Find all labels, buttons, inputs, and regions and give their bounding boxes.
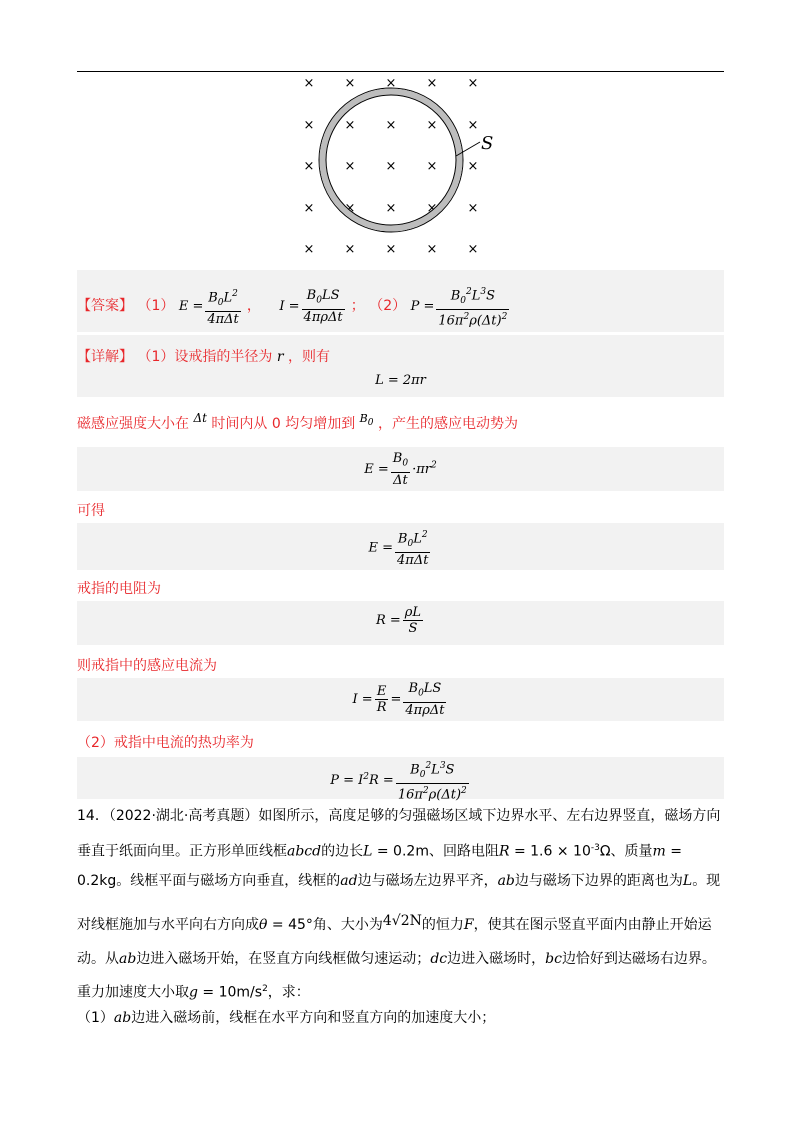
problem-line-1: 14．（2022·湖北·高考真题）如图所示，高度足够的匀强磁场区域下边界水平、左右边界竖直，磁场方向 xyxy=(77,808,721,824)
answer-part1: （1） xyxy=(137,298,175,315)
answer-sep2: ； xyxy=(350,298,365,315)
detail-intro-end: ，则有 xyxy=(287,349,330,365)
answer-eq-I: I = $\frac{B_0LS}{\text{4πρΔt}}$ xyxy=(279,288,343,325)
problem-line-7: （1）ab边进入磁场前，线框在水平方向和竖直方向的加速度大小； xyxy=(77,1010,496,1026)
field-cross: × xyxy=(344,76,356,91)
eq-I: I = $\frac{E}{R}$ = $\frac{B_0LS}{\text{4πρΔt}}$ xyxy=(352,681,445,718)
current-line: 则戒指中的感应电流为 xyxy=(77,658,217,674)
label-s: S xyxy=(481,133,494,154)
field-cross: × xyxy=(303,76,315,91)
problem-line-5: 动。从ab边进入磁场开始，在竖直方向线框做匀速运动；dc边进入磁场时，bc边恰好到达磁场右边界。 xyxy=(77,951,716,967)
field-cross: × xyxy=(303,242,315,257)
field-cross: × xyxy=(385,118,397,133)
field-cross: × xyxy=(344,201,356,216)
b-zero: B0 xyxy=(359,412,374,429)
field-cross: × xyxy=(385,242,397,257)
field-cross: × xyxy=(385,76,397,91)
detail-intro: （1）设戒指的半径为 xyxy=(137,349,273,365)
detail-tag: 【详解】 xyxy=(77,349,133,365)
field-cross: × xyxy=(344,159,356,174)
field-cross: × xyxy=(467,159,479,174)
field-cross: × xyxy=(385,201,397,216)
delta-t: Δt xyxy=(193,411,207,425)
problem-line-6: 重力加速度大小取$g = 10m/s^2$，求： xyxy=(77,984,310,1001)
resist-line: 戒指的电阻为 xyxy=(77,581,161,597)
answer-eq-E: E = $\frac{B_0L^2}{\text{4πΔt}}$ xyxy=(178,288,239,327)
answer-sep1: ， xyxy=(246,298,261,315)
line2-a: 磁感应强度大小在 xyxy=(77,416,189,432)
field-cross: × xyxy=(344,118,356,133)
ring-figure xyxy=(290,72,510,262)
line2-b: 时间内从 0 均匀增加到 xyxy=(211,416,356,432)
eq-L: L = 2πr xyxy=(375,373,426,388)
field-cross: × xyxy=(385,159,397,174)
field-cross: × xyxy=(303,201,315,216)
answer-part2: （2） xyxy=(369,298,407,315)
eq-P: $P = I^2R$ = $\frac{B_0^2L^3S}{16\pi^2\rho(\Delta t)^2}$ xyxy=(330,761,467,803)
eq-E-2: E = $\frac{B_0L^2}{\text{4πΔt}}$ xyxy=(368,530,429,568)
answer-eq-P: P = $\frac{B_0^2L^3S}{16\pi^2\rho(\Delta t)^2}$ xyxy=(410,287,508,329)
field-cross: × xyxy=(426,118,438,133)
answer-tag: 【答案】 xyxy=(77,298,133,315)
field-cross: × xyxy=(467,242,479,257)
field-cross: × xyxy=(467,118,479,133)
field-cross: × xyxy=(303,118,315,133)
field-cross: × xyxy=(303,159,315,174)
field-cross: × xyxy=(426,76,438,91)
problem-line-3: 0.2kg。线框平面与磁场方向垂直，线框的ad边与磁场左边界平齐，ab边与磁场下边界的距离也为L。现 xyxy=(77,873,721,889)
field-cross: × xyxy=(426,201,438,216)
problem-line-2: 垂直于纸面向里。正方形单匝线框abcd的边长L = 0.2m、回路电阻$R = 1.6 \times 10^{-3}\Omega$、质量m = xyxy=(77,843,683,860)
kede-line: 可得 xyxy=(77,503,105,519)
eq-R: R = $\frac{\rho L}{S}$ xyxy=(375,605,422,636)
field-cross: × xyxy=(426,159,438,174)
field-cross: × xyxy=(344,242,356,257)
field-cross: × xyxy=(426,242,438,257)
detail-intro-var: r xyxy=(276,349,284,365)
field-cross: × xyxy=(467,76,479,91)
problem-line-4: 对线框施加与水平向右方向成θ = 45°角、大小为4√2N的恒力F，使其在图示竖直平面内由静止开始运 xyxy=(77,913,712,933)
field-cross: × xyxy=(467,201,479,216)
power-line: （2）戒指中电流的热功率为 xyxy=(77,735,254,751)
problem-14 xyxy=(77,806,727,1028)
answer-line xyxy=(77,285,511,328)
eq-E-1: E = $\frac{B_0}{\Delta t}$ $\cdot\pi r^2$ xyxy=(364,451,437,488)
detail-line xyxy=(77,346,330,366)
line2-c: ，产生的感应电动势为 xyxy=(377,416,518,432)
detail-line2 xyxy=(77,411,518,433)
